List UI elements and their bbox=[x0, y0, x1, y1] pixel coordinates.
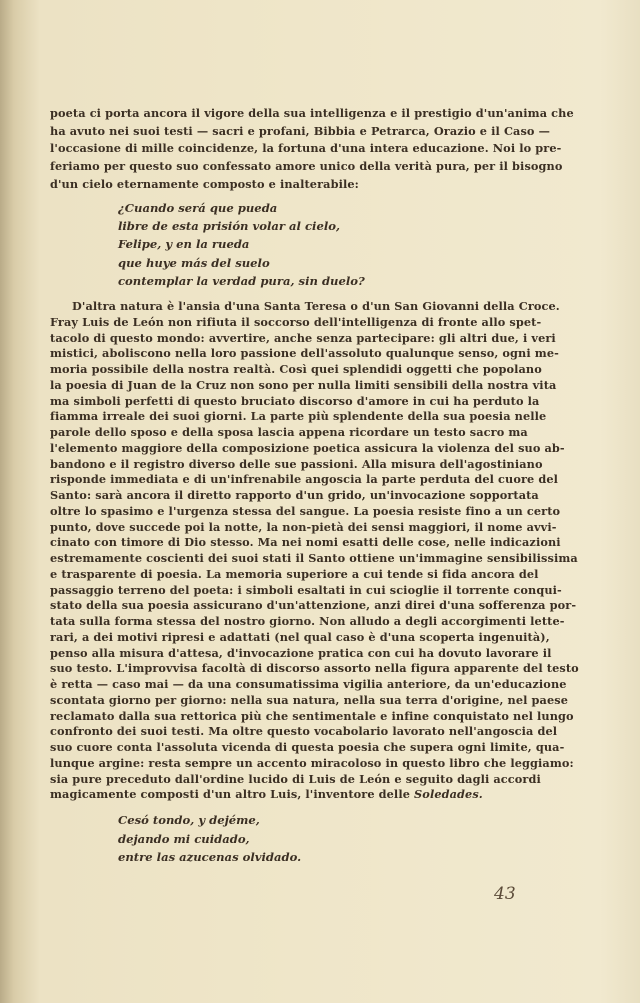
verse-line: libre de esta prisión volar al cielo, bbox=[118, 219, 341, 234]
text-line bbox=[50, 787, 515, 802]
text-line: la poesia di Juan de la Cruz non sono per nulla limiti sensibili della nostra vita bbox=[50, 377, 557, 392]
text-line: moria possibile della nostra realtà. Così quei splendidi oggetti che popolano bbox=[50, 362, 542, 376]
text-line: poeta ci porta ancora il vigore della sua intelligenza e il prestigio d'un'anima che bbox=[50, 106, 574, 120]
text-line: Fray Luis de León non rifiuta il soccorso dell'intelligenza di fronte allo spet- bbox=[50, 314, 542, 329]
text-line: confronto dei suoi testi. Ma oltre questo vocabolario lavorato nell'angoscia del bbox=[50, 724, 558, 739]
text-line: feriamo per questo suo confessato amore unico della verità pura, per il bisogno bbox=[50, 159, 563, 174]
verse-line: Felipe, y en la rueda bbox=[118, 237, 250, 252]
text-line: mistici, aboliscono nella loro passione dell'assoluto qualunque senso, ogni me- bbox=[50, 346, 559, 361]
text-line: parole dello sposo e della sposa lascia appena ricordare un testo sacro ma bbox=[50, 425, 528, 439]
text-line: sia pure preceduto dall'ordine lucido di Luis de León e seguito dagli accordi bbox=[50, 771, 541, 786]
text-line: D'altra natura è l'ansia d'una Santa Teresa o d'un San Giovanni della Croce. bbox=[72, 299, 560, 313]
page-number: 43 bbox=[494, 884, 516, 904]
text-line: lunque argine: resta sempre un accento miracoloso in questo libro che leggiamo: bbox=[50, 755, 574, 770]
text-line: cinato con timore di Dio stesso. Ma nei nomi esatti delle cose, nelle indicazioni bbox=[50, 535, 561, 550]
text-line: suo testo. L'improvvisa facoltà di discorso assorto nella figura apparente del testo bbox=[50, 661, 579, 676]
text-line: reclamato dalla sua rettorica più che sentimentale e infine conquistato nel lungo bbox=[50, 708, 574, 723]
text-line: d'un cielo eternamente composto e inalterabile: bbox=[50, 176, 359, 191]
text-line: stato della sua poesia assicurano d'un'attenzione, anzi direi d'una sofferenza por- bbox=[50, 598, 577, 613]
verse-line: ¿Cuando será que pueda bbox=[118, 201, 278, 215]
text-line: punto, dove succede poi la notte, la non-pietà dei sensi maggiori, il nome avvi- bbox=[50, 519, 557, 534]
text-line: rari, a dei motivi ripresi e adattati (nel qual caso è d'una scoperta ingenuità), bbox=[50, 629, 550, 644]
book-title: Soledades. bbox=[414, 787, 483, 802]
verse-line: que huye más del suelo bbox=[118, 255, 270, 270]
text-line: suo cuore conta l'assoluta vicenda di questa poesia che supera ogni limite, qua- bbox=[50, 740, 565, 754]
text-line: tacolo di questo mondo: avvertire, anche senza partecipare: gli altri due, i veri bbox=[50, 330, 556, 345]
text-line: scontata giorno per giorno: nella sua natura, nella sua terra d'origine, nel paese bbox=[50, 692, 569, 707]
text-line: penso alla misura d'attesa, d'invocazione pratica con cui ha dovuto lavorare il bbox=[50, 645, 552, 660]
verse-line: dejando mi cuidado, bbox=[118, 831, 250, 846]
text-line: l'occasione di mille coincidenze, la fortuna d'una intera educazione. Noi lo pre- bbox=[50, 141, 562, 156]
text-line: ha avuto nei suoi testi — sacri e profani, Bibbia e Petrarca, Orazio e il Caso — bbox=[50, 123, 550, 138]
text-line: ma simboli perfetti di questo bruciato discorso d'amore in cui ha perduto la bbox=[50, 393, 540, 408]
text-line: risponde immediata e di un'infrenabile angoscia la parte perduta del cuore del bbox=[50, 472, 559, 487]
text-segment: magicamente composti d'un altro Luis, l'inventore delle bbox=[50, 787, 415, 802]
text-line: l'elemento maggiore della composizione poetica assicura la violenza del suo ab- bbox=[50, 440, 565, 455]
text-line: bandono e il registro diverso delle sue passioni. Alla misura dell'agostiniano bbox=[50, 456, 543, 471]
text-line: oltre lo spasimo e l'urgenza stessa del sangue. La poesia resiste fino a un certo bbox=[50, 503, 561, 518]
text-line: fiamma irreale dei suoi giorni. La parte più splendente della sua poesia nelle bbox=[50, 409, 547, 424]
text-line: estremamente coscienti dei suoi stati il Santo ottiene un'immagine sensibilissima bbox=[50, 551, 578, 565]
verse-line: entre las azucenas olvidado. bbox=[118, 850, 302, 864]
text-line: Santo: sarà ancora il diretto rapporto d'un grido, un'invocazione sopportata bbox=[50, 488, 539, 502]
verse-line: Cesó tondo, y dejéme, bbox=[118, 813, 260, 827]
text-line: passaggio terreno del poeta: i simboli esaltati in cui scioglie il torrente conqui- bbox=[50, 582, 562, 597]
text-line: è retta — caso mai — da una consumatissima vigilia anteriore, da un'educazione bbox=[50, 677, 567, 691]
text-line: tata sulla forma stessa del nostro giorno. Non alludo a degli accorgimenti lette- bbox=[50, 614, 565, 628]
text-line: e trasparente di poesia. La memoria superiore a cui tende si fida ancora del bbox=[50, 566, 539, 581]
verse-line: contemplar la verdad pura, sin duelo? bbox=[118, 273, 365, 288]
